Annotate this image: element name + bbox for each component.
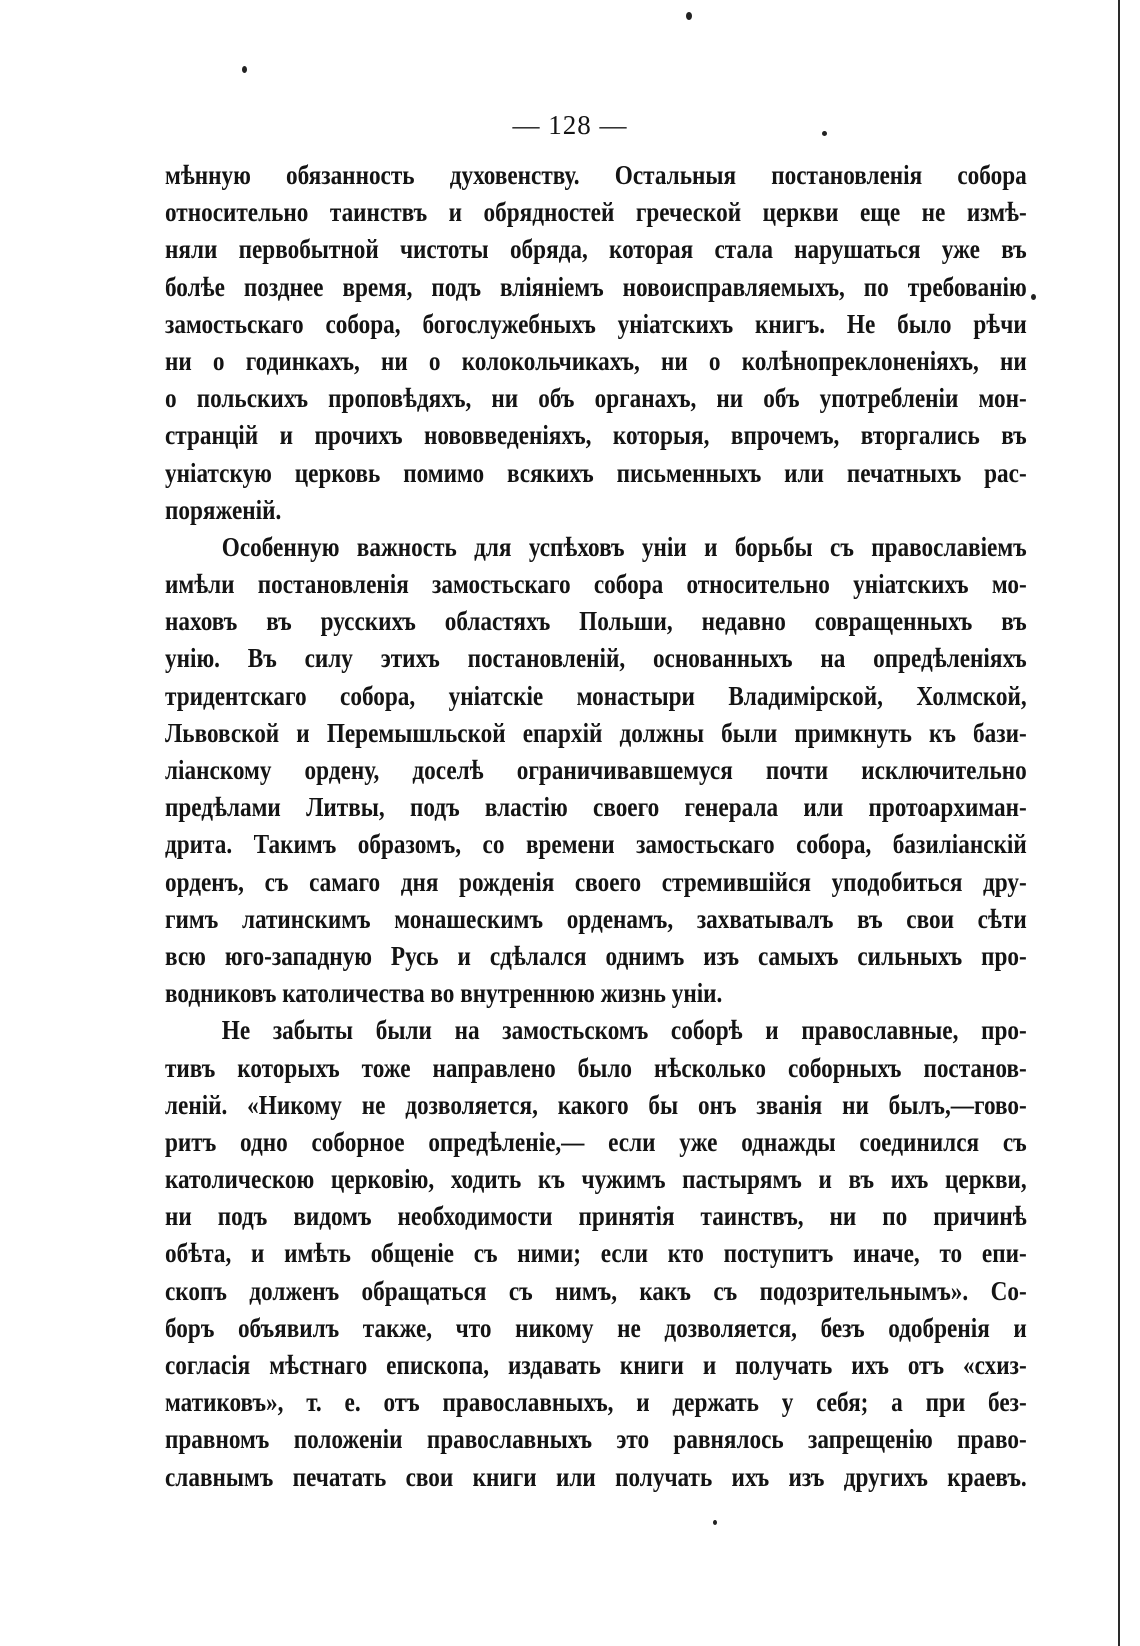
text-line: правномъ положеніи православныхъ это равнялось запрещенію право- (165, 1424, 1027, 1455)
text-line: уніатскую церковь помимо всякихъ письменныхъ или печатныхъ рас- (165, 457, 1027, 488)
paragraph (165, 157, 1027, 529)
text-line: леній. «Никому не дозволяется, какого бы онъ званія ни былъ,—гово- (165, 1089, 1027, 1120)
text-line: странцій и прочихъ нововведеніяхъ, которыя, впрочемъ, вторгались въ (165, 420, 1027, 451)
text-line: боръ объявилъ также, что никому не дозволяется, безъ одобренія и (165, 1312, 1027, 1343)
text-line: обѣта, и имѣть общеніе съ ними; если кто поступитъ иначе, то епи- (165, 1238, 1027, 1269)
scan-speck (242, 66, 247, 73)
text-line: скопъ долженъ обращаться съ нимъ, какъ съ подозрительнымъ». Со- (165, 1275, 1027, 1306)
text-line: относительно таинствъ и обрядностей греческой церкви еще не измѣ- (165, 197, 1027, 228)
text-line: имѣли постановленія замостьскаго собора относительно уніатскихъ мо- (165, 569, 1027, 600)
text-line: согласія мѣстнаго епископа, издавать книги и получать ихъ отъ «схиз- (165, 1350, 1027, 1380)
text-line: ліанскому ордену, доселѣ ограничивавшемуся почти исключительно (165, 755, 1027, 785)
paragraph (165, 1012, 1027, 1495)
scan-speck (1031, 294, 1036, 300)
text-line: наховъ въ русскихъ областяхъ Польши, недавно совращенныхъ въ (165, 606, 1027, 637)
page-number: — 128 — (512, 110, 628, 140)
text-line: поряженій. (165, 494, 282, 525)
text-line: унію. Въ силу этихъ постановленій, основанныхъ на опредѣленіяхъ (165, 643, 1027, 674)
text-line: о польскихъ проповѣдяхъ, ни объ органахъ, ни объ употребленіи мон- (165, 383, 1027, 414)
text-line: матиковъ», т. е. отъ православныхъ, и держать у себя; а при без- (165, 1387, 1027, 1418)
text-line: католическою церковію, ходить къ чужимъ пастырямъ и въ ихъ церкви, (165, 1164, 1027, 1195)
text-line: всю юго-западную Русь и сдѣлался однимъ изъ самыхъ сильныхъ про- (165, 940, 1027, 971)
text-line: болѣе позднее время, подъ вліяніемъ новоисправляемыхъ, по требованію (165, 271, 1027, 302)
text-line: водниковъ католичества во внутреннюю жизнь уніи. (165, 978, 723, 1009)
text-line: ни подъ видомъ необходимости принятія таинствъ, ни по причинѣ (165, 1201, 1027, 1232)
scan-speck (713, 1520, 717, 1525)
text-line: Особенную важность для успѣховъ уніи и борьбы съ православіемъ (221, 531, 1027, 562)
text-line: орденъ, съ самаго дня рожденія своего стремившійся уподобиться дру- (165, 866, 1027, 897)
page-body-text (165, 157, 1027, 1496)
text-line: ни о годинкахъ, ни о колокольчикахъ, ни о колѣнопреклоненіяхъ, ни (165, 345, 1027, 376)
text-line: Не забыты были на замостьскомъ соборѣ и православные, про- (221, 1015, 1027, 1046)
text-line: замостьскаго собора, богослужебныхъ уніатскихъ книгъ. Не было рѣчи (165, 308, 1027, 339)
paragraph (165, 529, 1027, 1012)
text-line: славнымъ печатать свои книги или получать ихъ изъ другихъ краевъ. (165, 1461, 1027, 1492)
text-line: тридентскаго собора, уніатскіе монастыри Владимірской, Холмской, (165, 680, 1027, 711)
text-line: ритъ одно соборное опредѣленіе,— если уже однажды соединился съ (165, 1126, 1027, 1157)
page-edge-line (1118, 0, 1120, 1646)
text-line: мѣнную обязанность духовенству. Остальныя постановленія собора (165, 160, 1027, 190)
text-line: дрита. Такимъ образомъ, со времени замостьскаго собора, базиліанскій (165, 829, 1027, 860)
text-line: тивъ которыхъ тоже направлено было нѣсколько соборныхъ постанов- (165, 1052, 1027, 1083)
text-line: Львовской и Перемышльской епархій должны были примкнуть къ бази- (165, 717, 1027, 748)
text-line: няли первобытной чистоты обряда, которая стала нарушаться уже въ (165, 234, 1027, 265)
text-line: предѣлами Литвы, подъ властію своего генерала или протоархиман- (165, 792, 1027, 823)
scan-speck (686, 12, 692, 20)
text-line: гимъ латинскимъ монашескимъ орденамъ, захватывалъ въ свои сѣти (165, 903, 1027, 934)
